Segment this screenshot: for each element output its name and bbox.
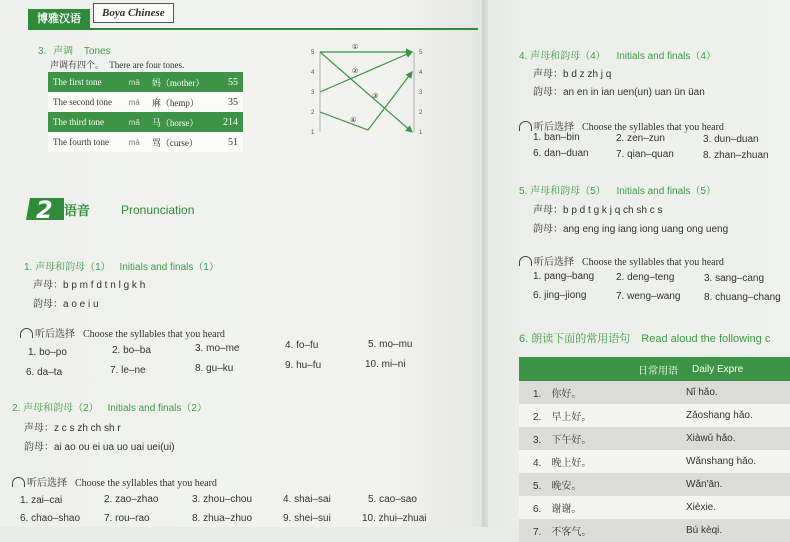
s2-item: 6. chao–shao (20, 513, 81, 524)
listen-cn: 听后选择 (534, 257, 574, 268)
svg-text:2: 2 (36, 196, 53, 224)
tone-mark: ④ (350, 116, 357, 124)
phrase-cn: 7. 不客气。 (519, 519, 686, 542)
fourth-tone-line (320, 52, 412, 132)
ear-icon (20, 328, 33, 338)
tone-row (48, 72, 243, 92)
finals-list: a o e i u (63, 299, 99, 310)
s2-heading-num: 2. (12, 403, 21, 414)
s1-heading-num: 1. (24, 262, 33, 273)
table-row (519, 450, 790, 473)
phrase-pinyin: Xiàwǔ hǎo. (686, 427, 790, 450)
listen-en: Choose the syllables that you heard (83, 329, 225, 340)
s4-item: 7. qian–quan (616, 149, 674, 160)
tones-heading (38, 42, 111, 57)
section-title-en: Pronunciation (121, 203, 195, 217)
ear-icon (519, 256, 532, 266)
tones-intro-en: There are four tones. (109, 60, 185, 70)
phrase-pinyin: Bú kèqi. (686, 519, 790, 542)
s4-listen (519, 118, 724, 133)
finals-list: ang eng ing iang iong uang ong ueng (563, 224, 729, 235)
phrase-cn: 5. 晚安。 (519, 473, 686, 496)
s1-item: 3. mo–me (195, 343, 240, 354)
s1-item: 9. hu–fu (285, 360, 322, 371)
table-row (519, 473, 790, 496)
finals-label: 韵母： (533, 87, 563, 98)
s2-item: 5. cao–sao (368, 494, 417, 505)
scale-right: 3 (419, 90, 423, 96)
initials-label: 声母： (33, 280, 63, 291)
daily-expressions-table (519, 357, 790, 542)
s2-item: 8. zhua–zhuo (192, 513, 253, 524)
table-header-row (519, 357, 790, 381)
s4-item: 1. ban–bin (533, 132, 580, 143)
phrase-pinyin: Wǎn'ān. (686, 473, 790, 496)
tones-heading-en: Tones (83, 46, 111, 57)
s2-listen (12, 474, 217, 489)
s1-item: 5. mo–mu (368, 339, 413, 350)
s1-heading (24, 258, 219, 273)
finals-list: an en in ian uen(un) uan ün üan (563, 87, 705, 98)
phrase-cn: 1. 你好。 (519, 381, 686, 404)
s1-item: 6. da–ta (26, 367, 63, 378)
s5-item: 7. weng–wang (616, 291, 681, 302)
s4-heading-en: Initials and finals（4） (616, 51, 716, 62)
s4-item: 2. zen–zun (616, 133, 665, 144)
initials-list: b d z zh j q (563, 69, 612, 80)
ear-icon (519, 121, 532, 131)
tone-char: 麻（hemp） (147, 92, 216, 112)
header-rule (28, 28, 478, 30)
phrase-pinyin: Xièxie. (686, 496, 790, 519)
initials-list: b p d t g k j q ch sh c s (563, 205, 663, 216)
table-row (519, 427, 790, 450)
initials-label: 声母： (533, 69, 563, 80)
tone-pitch-diagram (306, 40, 436, 140)
phrase-cn: 2. 早上好。 (519, 404, 686, 427)
table-row (519, 404, 790, 427)
s2-item: 2. zao–zhao (104, 494, 159, 505)
s1-initials (33, 276, 145, 291)
s5-item: 3. sang–cang (704, 273, 765, 284)
s6-heading (519, 330, 770, 346)
initials-list: b p m f d t n l g k h (63, 280, 146, 291)
s4-item: 3. dun–duan (703, 134, 759, 145)
s2-item: 9. shei–sui (283, 513, 331, 524)
s2-finals (24, 438, 175, 453)
s1-item: 8. gu–ku (195, 363, 234, 374)
tone-mark: ① (352, 43, 359, 51)
s1-finals (33, 295, 99, 310)
tone-row (48, 112, 243, 132)
third-tone-line (320, 72, 412, 130)
listen-en: Choose the syllables that you heard (582, 257, 724, 268)
s2-item: 3. zhou–chou (192, 494, 253, 505)
s2-item: 7. rou–rao (104, 513, 150, 524)
initials-label: 声母： (533, 205, 563, 216)
scale-left: 2 (311, 110, 315, 116)
s1-heading-en: Initials and finals（1） (119, 262, 219, 273)
s1-item: 1. bo–po (28, 347, 67, 358)
tone-row (48, 132, 243, 152)
s4-initials (533, 65, 611, 80)
scale-right: 4 (419, 70, 423, 76)
s5-listen (519, 253, 724, 268)
scale-left: 5 (311, 50, 315, 56)
second-tone-line (320, 52, 412, 92)
table-row (519, 496, 790, 519)
s2-initials (24, 419, 121, 434)
s5-heading-cn: 5. 声母和韵母（5） (519, 186, 606, 197)
table-head-en: Daily Expre (686, 357, 790, 381)
section-title-cn: 语音 (64, 204, 90, 219)
finals-label: 韵母： (33, 299, 63, 310)
phrase-pinyin: Zǎoshang hǎo. (686, 404, 790, 427)
finals-label: 韵母： (533, 224, 563, 235)
s5-finals (533, 220, 728, 235)
tone-num: 55 (216, 72, 243, 92)
s2-item: 4. shai–sai (283, 494, 331, 505)
scale-right: 2 (419, 110, 423, 116)
tone-char: 马（horse） (147, 112, 216, 132)
table-row (519, 519, 790, 542)
s5-item: 1. pang–bang (533, 271, 595, 282)
tones-heading-num: 3. (38, 46, 47, 57)
tone-name: The fourth tone (48, 132, 124, 152)
tones-table (48, 72, 243, 152)
s5-item: 6. jing–jiong (533, 290, 587, 301)
table-row (519, 381, 790, 404)
tone-row (48, 92, 243, 112)
phrase-pinyin: Wǎnshang hǎo. (686, 450, 790, 473)
phrase-pinyin: Nǐ hǎo. (686, 381, 790, 404)
scale-right: 5 (419, 50, 423, 56)
scale-left: 4 (311, 70, 315, 76)
tone-pinyin: mā (124, 72, 147, 92)
s5-item: 8. chuang–chang (704, 292, 781, 303)
scale-right: 1 (419, 130, 423, 136)
s2-heading (12, 399, 207, 414)
phrase-cn: 3. 下午好。 (519, 427, 686, 450)
tone-mark: ② (352, 67, 359, 75)
tone-num: 51 (216, 132, 243, 152)
s5-item: 2. deng–teng (616, 272, 675, 283)
tone-name: The second tone (48, 92, 124, 112)
tone-mark: ③ (372, 92, 379, 100)
s1-item: 10. mi–ni (365, 359, 406, 370)
series-tab-en: Boya Chinese (93, 3, 174, 23)
phrase-cn: 6. 谢谢。 (519, 496, 686, 519)
initials-label: 声母： (24, 423, 54, 434)
s1-item: 2. bo–ba (112, 345, 151, 356)
tone-num: 214 (216, 112, 243, 132)
tones-intro (50, 58, 184, 71)
tone-name: The third tone (48, 112, 124, 132)
s1-item: 4. fo–fu (285, 340, 319, 351)
tone-char: 妈（mother） (147, 72, 216, 92)
scale-left: 3 (311, 90, 315, 96)
s6-heading-en: Read aloud the following c (641, 333, 771, 345)
s1-heading-cn: 声母和韵母（1） (35, 262, 111, 273)
listen-cn: 听后选择 (35, 329, 75, 340)
listen-en: Choose the syllables that you heard (582, 122, 724, 133)
s6-heading-cn: 6. 朗读下面的常用语句 (519, 333, 631, 345)
finals-list: ai ao ou ei ua uo uai uei(ui) (54, 442, 175, 453)
s4-heading (519, 47, 716, 62)
s1-listen (20, 325, 225, 340)
table-head-cn: 日常用语 (519, 357, 686, 381)
tone-pinyin: má (124, 92, 147, 112)
tone-name: The first tone (48, 72, 124, 92)
tone-char: 骂（curse） (147, 132, 216, 152)
s4-item: 6. dan–duan (533, 148, 589, 159)
s5-heading (519, 182, 716, 197)
s2-heading-en: Initials and finals（2） (107, 403, 207, 414)
ear-icon (12, 477, 25, 487)
initials-list: z c s zh ch sh r (54, 423, 121, 434)
s4-heading-cn: 4. 声母和韵母（4） (519, 51, 606, 62)
scale-left: 1 (311, 130, 315, 136)
tones-heading-cn: 声调 (53, 46, 74, 57)
tone-num: 35 (216, 92, 243, 112)
tones-intro-cn: 声调有四个。 (50, 60, 105, 70)
phrase-cn: 4. 晚上好。 (519, 450, 686, 473)
series-tab: 博雅汉语 (28, 9, 90, 28)
section-number-logo (24, 194, 90, 224)
s5-heading-en: Initials and finals（5） (616, 186, 716, 197)
listen-cn: 听后选择 (27, 478, 67, 489)
tone-pinyin: mǎ (124, 112, 147, 132)
listen-cn: 听后选择 (534, 122, 574, 133)
s1-item: 7. le–ne (110, 365, 146, 376)
s4-finals (533, 83, 705, 98)
s2-item: 1. zai–cai (20, 495, 63, 506)
finals-label: 韵母： (24, 442, 54, 453)
s2-heading-cn: 声母和韵母（2） (23, 403, 99, 414)
tone-pinyin: mà (124, 132, 147, 152)
listen-en: Choose the syllables that you heard (75, 478, 217, 489)
s2-item: 10. zhui–zhuai (362, 513, 427, 524)
s4-item: 8. zhan–zhuan (703, 150, 769, 161)
s5-initials (533, 201, 663, 216)
